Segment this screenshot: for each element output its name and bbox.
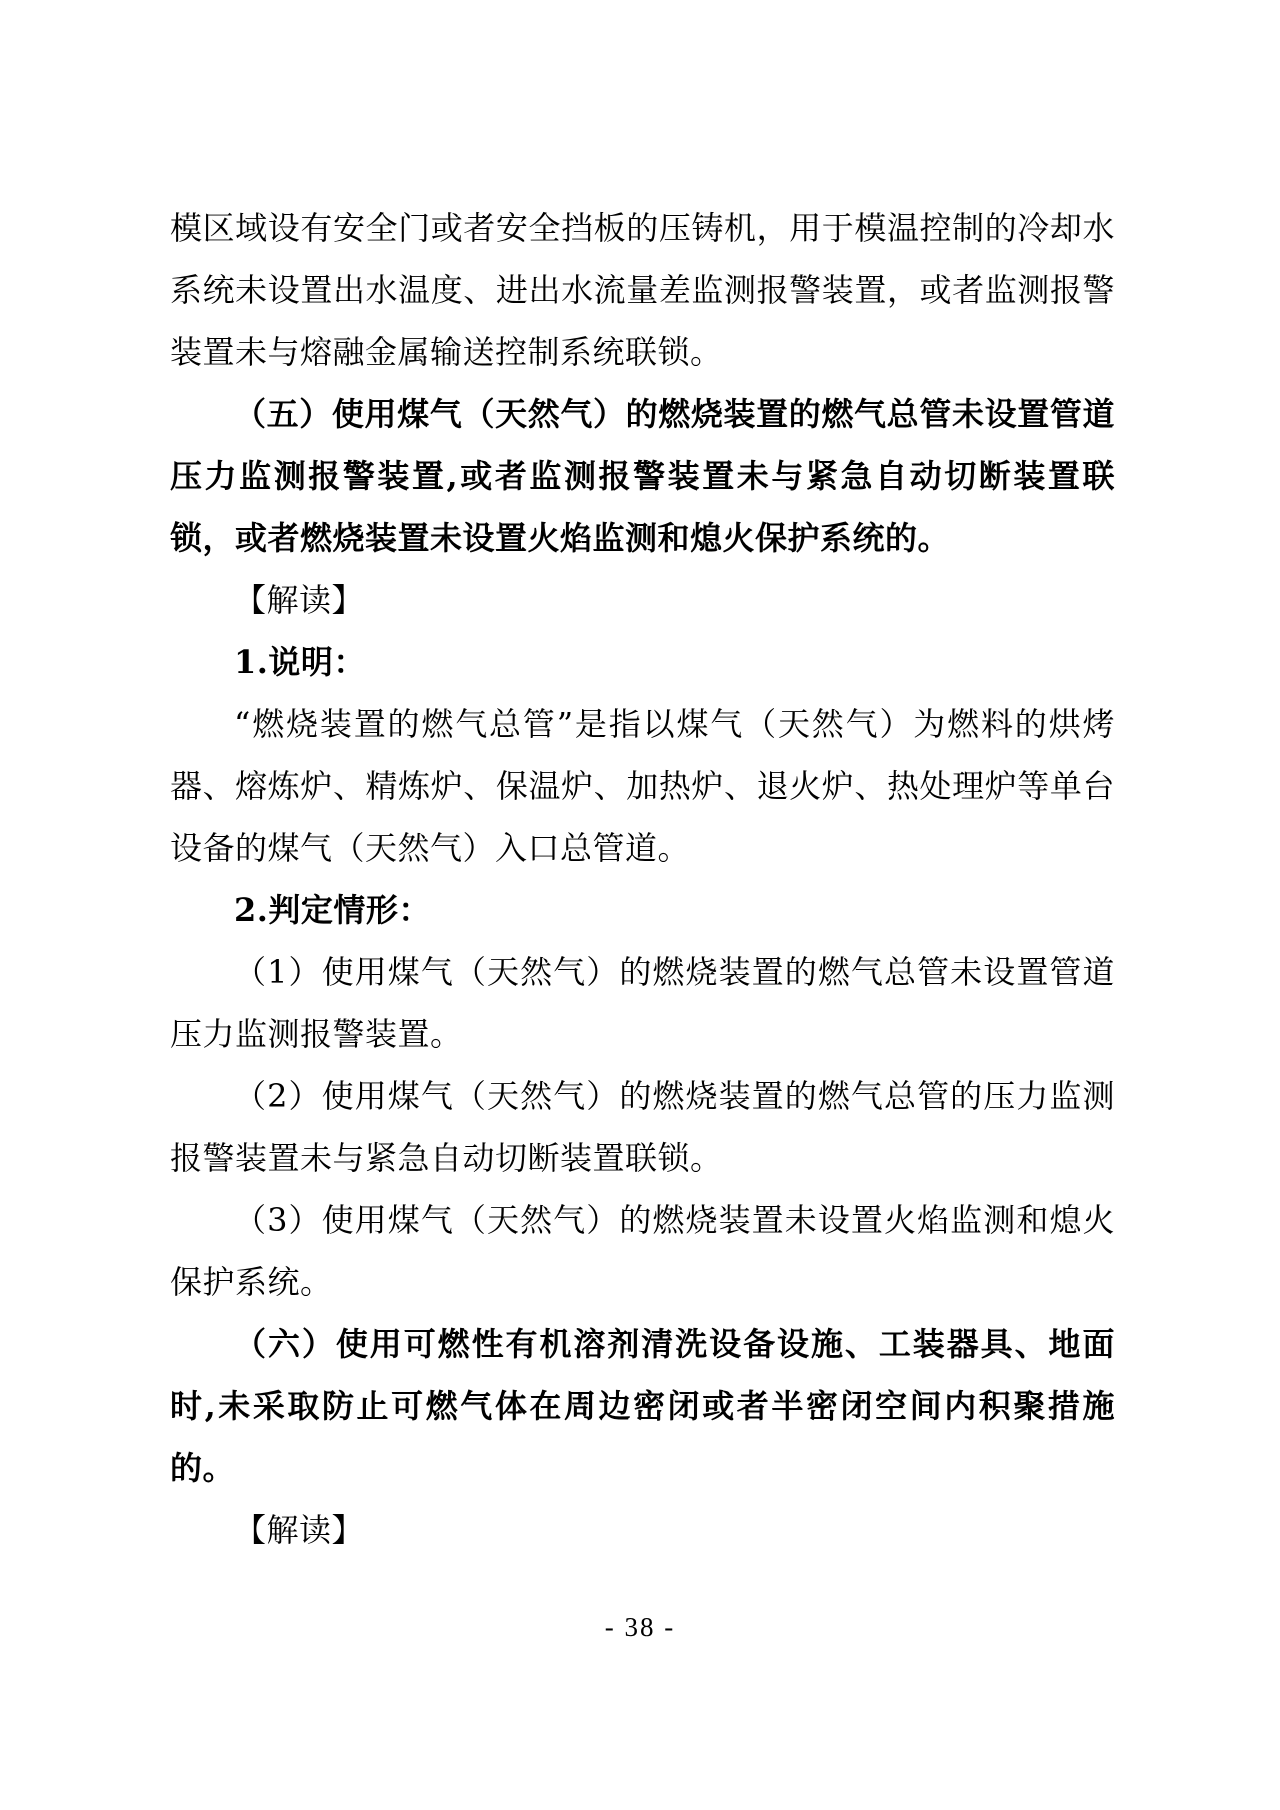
para-definition: “燃烧装置的燃气总管”是指以煤气（天然气）为燃料的烘烤器、熔炼炉、精炼炉、保温炉、加热炉、退火炉、热处理炉等单台设备的煤气（天然气）入口总管道。: [170, 705, 1115, 867]
section-2-determination: 2.判定情形：: [234, 891, 431, 929]
page-body-text: [170, 197, 1115, 1561]
clause-6-heading: （六）使用可燃性有机溶剂清洗设备设施、工装器具、地面时,未采取防止可燃气体在周边密闭或者半密闭空间内积聚措施的。: [170, 1325, 1115, 1487]
interpretation-label-1: 【解读】: [234, 581, 365, 619]
determination-case-2: （2）使用煤气（天然气）的燃烧装置的燃气总管的压力监测报警装置未与紧急自动切断装置联锁。: [170, 1077, 1115, 1177]
page-number: - 38 -: [604, 1612, 676, 1642]
determination-case-3: （3）使用煤气（天然气）的燃烧装置未设置火焰监测和熄火保护系统。: [170, 1201, 1115, 1301]
section-1-explanation: 1.说明：: [234, 643, 366, 681]
clause-5-heading: （五）使用煤气（天然气）的燃烧装置的燃气总管未设置管道压力监测报警装置,或者监测报警装置未与紧急自动切断装置联锁，或者燃烧装置未设置火焰监测和熄火保护系统的。: [170, 395, 1115, 557]
para-continuation-item4: 模区域设有安全门或者安全挡板的压铸机，用于模温控制的冷却水系统未设置出水温度、进出水流量差监测报警装置，或者监测报警装置未与熔融金属输送控制系统联锁。: [170, 209, 1115, 371]
determination-case-1: （1）使用煤气（天然气）的燃烧装置的燃气总管未设置管道压力监测报警装置。: [170, 953, 1115, 1053]
interpretation-label-2: 【解读】: [234, 1511, 365, 1549]
